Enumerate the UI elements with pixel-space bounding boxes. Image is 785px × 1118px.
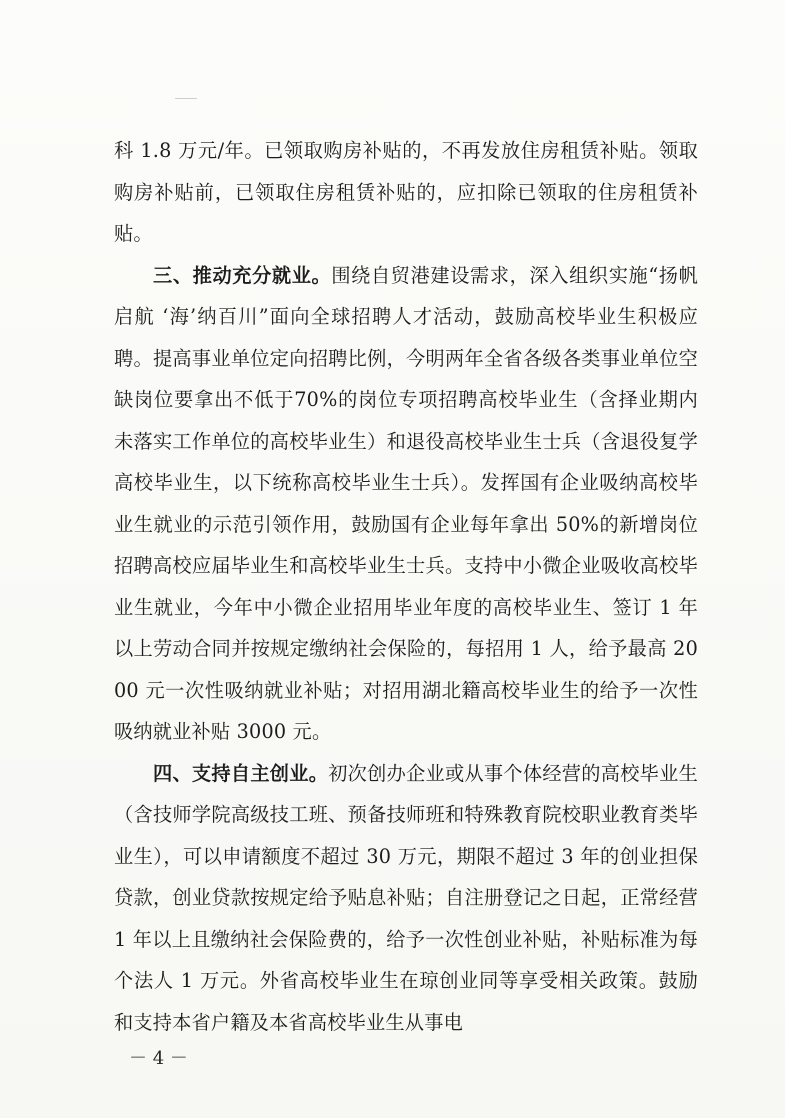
page-number: － 4 －: [129, 1048, 188, 1069]
paragraph-entrepreneurship-text: 初次创办企业或从事个体经营的高校毕业生（含技师学院高级技工班、预备技师班和特殊教育院校职业教育类毕业生），可以申请额度不超过 30 万元，期限不超过 3 年的创业担保贷款，创业贷款按规定给予贴息补贴；自注册登记之日起，正常经营 1 年以上且缴纳社会保险费的，给予一次性创业补贴，补贴标准为每个法人 1 万元。外省高校毕业生在琼创业同等享受相关政策。鼓励和支持本省户籍及本省高校毕业生从事电: [114, 761, 698, 1034]
paragraph-entrepreneurship: [114, 753, 698, 1044]
paragraph-housing-subsidy: 科 1.8 万元/年。已领取购房补贴的，不再发放住房租赁补贴。领取购房补贴前，已领取住房租赁补贴的，应扣除已领取的住房租赁补贴。: [114, 139, 698, 245]
section-heading-entrepreneurship: 四、支持自主创业。: [153, 761, 329, 785]
section-heading-employment: 三、推动充分就业。: [153, 263, 332, 287]
scan-mark: [175, 98, 197, 99]
paragraph-employment: [114, 255, 698, 753]
document-body: [114, 130, 698, 1043]
paragraph-employment-text: 围绕自贸港建设需求，深入组织实施“扬帆启航 ‘海’纳百川”面向全球招聘人才活动，鼓励高校毕业生积极应聘。提高事业单位定向招聘比例，今明两年全省各级各类事业单位空缺岗位要拿出不低于70%的岗位专项招聘高校毕业生（含择业期内未落实工作单位的高校毕业生）和退役高校毕业生士兵（含退役复学高校毕业生，以下统称高校毕业生士兵）。发挥国有企业吸纳高校毕业生就业的示范引领作用，鼓励国有企业每年拿出 50%的新增岗位招聘高校应届毕业生和高校毕业生士兵。支持中小微企业吸收高校毕业生就业，今年中小微企业招用毕业年度的高校毕业生、签订 1 年以上劳动合同并按规定缴纳社会保险的，每招用 1 人，给予最高 2000 元一次性吸纳就业补贴；对招用湖北籍高校毕业生的给予一次性吸纳就业补贴 3000 元。: [114, 263, 698, 743]
